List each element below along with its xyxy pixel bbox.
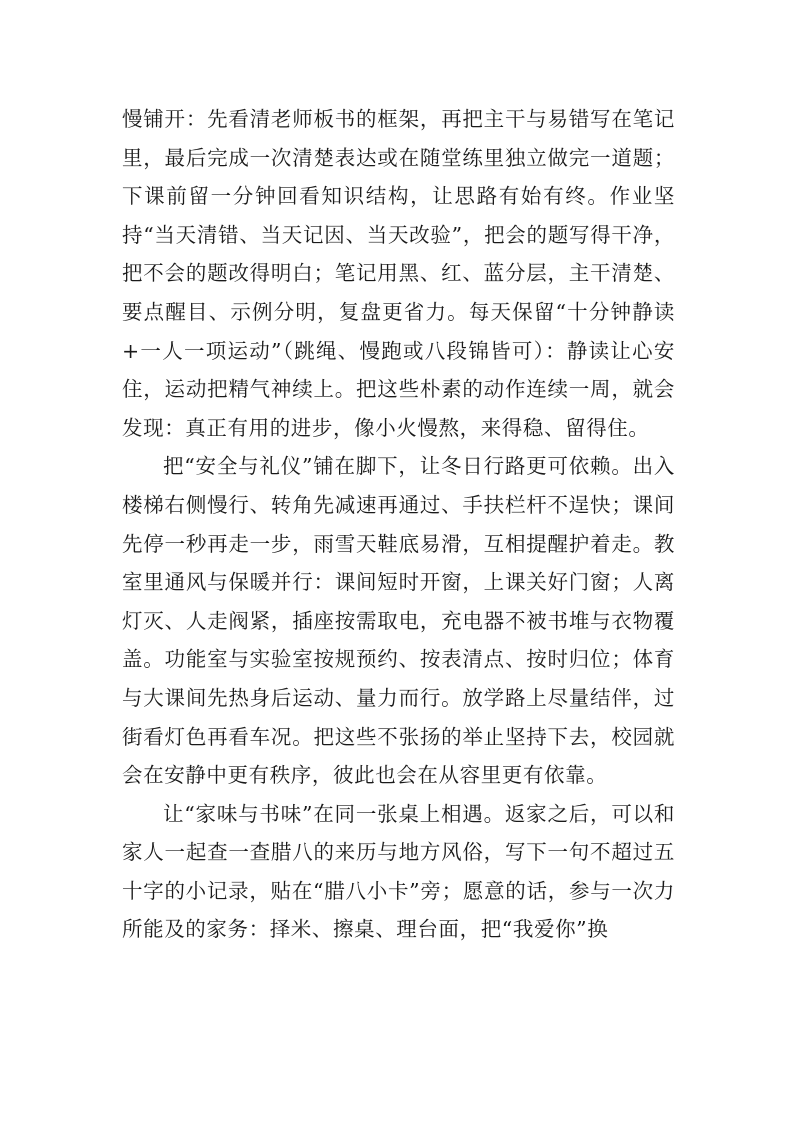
paragraph-safety-etiquette: 把“安全与礼仪”铺在脚下，让冬日行路更可依赖。出入楼梯右侧慢行、转角先减速再通过、手扶栏杆不逞快；课间先停一秒再走一步，雨雪天鞋底易滑，互相提醒护着走。教室里通风与保暖并行：课间短时开窗，上课关好门窗；人离灯灭、人走阀紧，插座按需取电，充电器不被书堆与衣物覆盖。功能室与实验室按规预约、按表清点、按时归位；体育与大课间先热身后运动、量力而行。放学路上尽量结伴，过街看灯色再看车况。把这些不张扬的举止坚持下去，校园就会在安静中更有秩序，彼此也会在从容里更有依靠。 <box>122 454 675 788</box>
body-text <box>122 100 675 949</box>
paragraph-family-reading: 让“家味与书味”在同一张桌上相遇。返家之后，可以和家人一起查一查腊八的来历与地方风俗，写下一句不超过五十字的小记录，贴在“腊八小卡”旁；愿意的话，参与一次力所能及的家务：择米、擦桌、理台面，把“我爱你”换 <box>122 801 675 942</box>
paragraph-continuation: 慢铺开：先看清老师板书的框架，再把主干与易错写在笔记里，最后完成一次清楚表达或在随堂练里独立做完一道题；下课前留一分钟回看知识结构，让思路有始有终。作业坚持“当天清错、当天记因、当天改验”，把会的题写得干净，把不会的题改得明白；笔记用黑、红、蓝分层，主干清楚、要点醒目、示例分明，复盘更省力。每天保留“十分钟静读+一人一项运动”（跳绳、慢跑或八段锦皆可）：静读让心安住，运动把精气神续上。把这些朴素的动作连续一周，就会发现：真正有用的进步，像小火慢熬，来得稳、留得住。 <box>122 107 675 440</box>
